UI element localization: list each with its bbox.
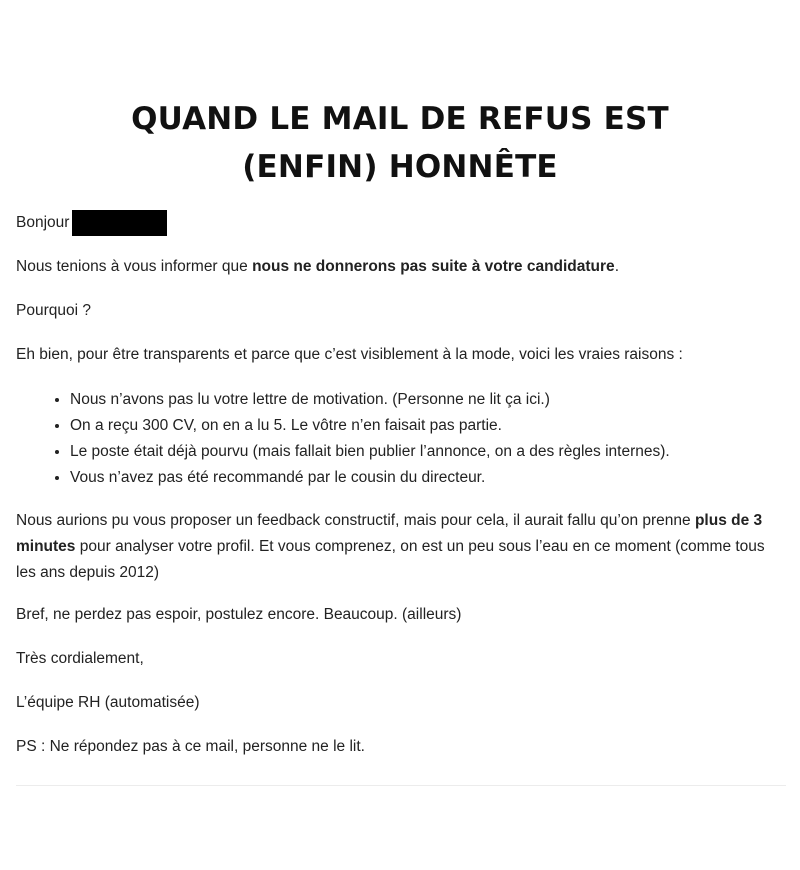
reason-item: • Vous n’avez pas été recommandé par le cousin du directeur. — [70, 465, 786, 491]
divider — [16, 785, 786, 786]
redacted-name — [72, 210, 167, 236]
decision-text: Nous tenions à vous informer que — [16, 258, 253, 275]
email-paragraph-decision — [16, 255, 786, 279]
decision-suffix: . — [614, 258, 619, 275]
email-signature: L’équipe RH (automatisée) — [16, 694, 200, 711]
reason-item: • Le poste était déjà pourvu (mais fallait bien publier l’annonce, on a des règles internes). — [70, 439, 786, 465]
feedback-suffix: pour analyser votre profil. Et vous comprenez, on est un peu sous l’eau en ce moment (comme tous les ans depuis 2012) — [16, 538, 765, 581]
reasons-list — [16, 387, 786, 491]
headline-highlight: HONNÊTE — [389, 143, 558, 191]
decision-bold-text: nous ne donnerons pas suite à votre candidature — [252, 258, 615, 275]
headline-line-1: QUAND LE MAIL DE REFUS EST — [131, 100, 669, 137]
email-postscript: PS : Ne répondez pas à ce mail, personne ne le lit. — [16, 738, 365, 755]
headline-line-2 — [0, 143, 800, 191]
reason-item: • Nous n’avons pas lu votre lettre de motivation. (Personne ne lit ça ici.) — [70, 387, 786, 413]
email-paragraph-advice: Bref, ne perdez pas espoir, postulez encore. Beaucoup. (ailleurs) — [16, 606, 462, 623]
reason-item: • On a reçu 300 CV, on en a lu 5. Le vôtre n’en faisait pas partie. — [70, 413, 786, 439]
greeting-text: Bonjour — [16, 214, 70, 231]
email-greeting — [16, 210, 786, 236]
email-paragraph-question: Pourquoi ? — [16, 302, 91, 319]
email-paragraph-intro: Eh bien, pour être transparents et parce que c’est visiblement à la mode, voici les vraies raisons : — [16, 346, 683, 363]
feedback-bold-text: plus de 3 minutes — [16, 512, 763, 555]
email-closing: Très cordialement, — [16, 650, 144, 667]
email-paragraph-feedback — [16, 508, 786, 586]
email-body — [16, 210, 786, 779]
headline — [0, 95, 800, 191]
headline-prefix: (ENFIN) — [242, 148, 389, 185]
feedback-text: Nous aurions pu vous proposer un feedback constructif, mais pour cela, il aurait fallu qu’on prenne — [16, 512, 695, 529]
